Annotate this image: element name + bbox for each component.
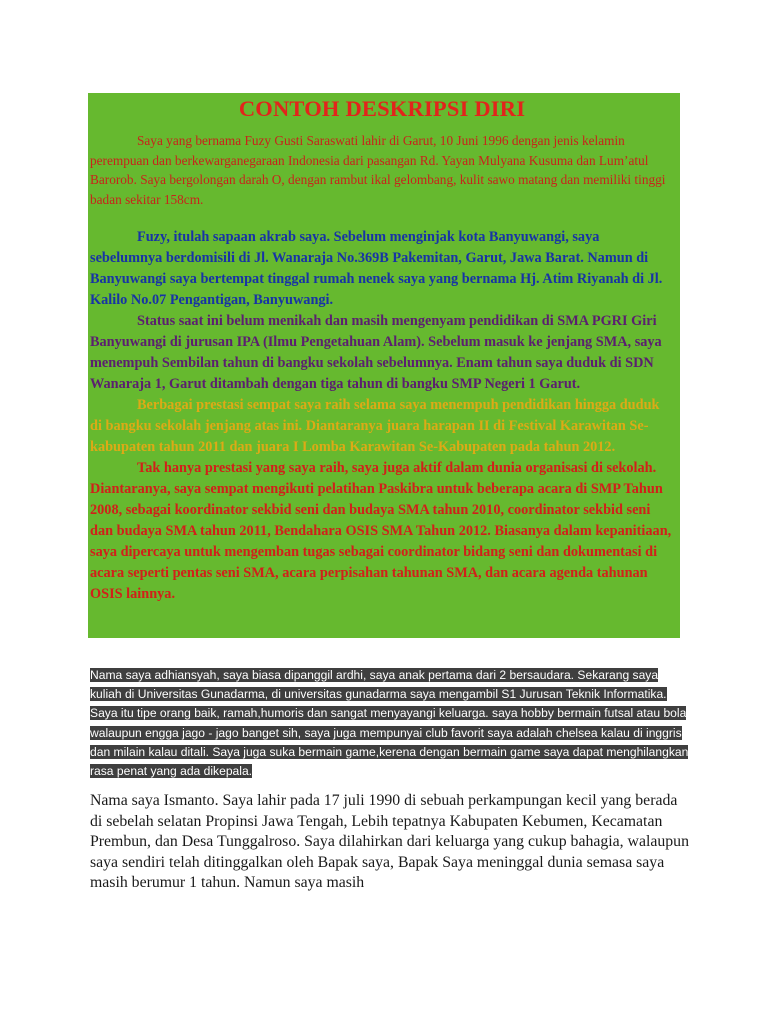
paragraph-organizations: Tak hanya prestasi yang saya raih, saya juga aktif dalam dunia organisasi di sekolah. Diantaranya, saya sempat mengikuti pelatihan Paskibra untuk beberapa acara di SMP Tahun 2008, sebagai koordinator sekbid seni dan budaya SMA tahun 2010, coordinator sekbid seni dan budaya SMA tahun 2011, Bendahara OSIS SMA Tahun 2012. Biasanya dalam kepanitiaan, saya dipercaya untuk mengemban tugas sebagai coordinator bidang seni dan dokumentasi di acara seperti pentas seni SMA, acara perpisahan tahunan SMA, dan acara agenda tahunan OSIS lainnya.	[90, 460, 672, 602]
paragraph-identity: Saya yang bernama Fuzy Gusti Saraswati lahir di Garut, 10 Juni 1996 dengan jenis kelamin perempuan dan berkewarganegaraan Indonesia dari pasangan Rd. Yayan Mulyana Kusuma dan Lum’atul Barorob. Saya bergolongan darah O, dengan rambut ikal gelombang, kulit sawo matang dan memiliki tinggi badan sekitar 158cm.	[90, 133, 666, 207]
description-box	[88, 93, 680, 638]
paragraph-domicile: Fuzy, itulah sapaan akrab saya. Sebelum menginjak kota Banyuwangi, saya sebelumnya berdomisili di Jl. Wanaraja No.369B Pakemitan, Garut, Jawa Barat. Namun di Banyuwangi saya bertempat tinggal rumah nenek saya yang bernama Hj. Atim Riyanah di Jl. Kalilo No.07 Pengantigan, Banyuwangi.	[90, 229, 663, 308]
plain-paragraph: Nama saya Ismanto. Saya lahir pada 17 juli 1990 di sebuah perkampungan kecil yang berada di sebelah selatan Propinsi Jawa Tengah, Lebih tepatnya Kabupaten Kebumen, Kecamatan Prembun, dan Desa Tunggalroso. Saya dilahirkan dari keluarga yang cukup bahagia, walaupun saya sendiri telah ditinggalkan oleh Bapak saya, Bapak Saya meninggal dunia semasa saya masih berumur 1 tahun. Namun saya masih	[90, 792, 689, 891]
highlighted-text-block	[90, 666, 690, 781]
paragraph-achievements: Berbagai prestasi sempat saya raih selama saya menempuh pendidikan hingga duduk di bangku sekolah jenjang atas ini. Diantaranya juara harapan II di Festival Karawitan Se-kabupaten tahun 2011 dan juara I Lomba Karawitan Se-Kabupaten pada tahun 2012.	[90, 397, 660, 455]
page-title: CONTOH DESKRIPSI DIRI	[238, 96, 526, 121]
highlighted-paragraph: Nama saya adhiansyah, saya biasa dipanggil ardhi, saya anak pertama dari 2 bersaudara. Sekarang saya kuliah di Universitas Gunadarma, di universitas gunadarma saya mengambil S1 Jurusan Teknik Informatika. Saya itu tipe orang baik, ramah,humoris dan sangat menyayangi keluarga. saya hobby bermain futsal atau bola walaupun engga jago - jago banget sih, saya juga mempunyai club favorit saya adalah chelsea kalau di inggris dan milain kalau ditali. Saya juga suka bermain game,kerena dengan bermain game saya dapat menghilangkan rasa penat yang ada dikepala.	[90, 668, 689, 779]
paragraph-education: Status saat ini belum menikah dan masih mengenyam pendidikan di SMA PGRI Giri Banyuwangi di jurusan IPA (Ilmu Pengetahuan Alam). Sebelum masuk ke jenjang SMA, saya menempuh Sembilan tahun di bangku sekolah sebelumnya. Enam tahun saya duduk di SDN Wanaraja 1, Garut ditambah dengan tiga tahun di bangku SMP Negeri 1 Garut.	[90, 313, 662, 392]
